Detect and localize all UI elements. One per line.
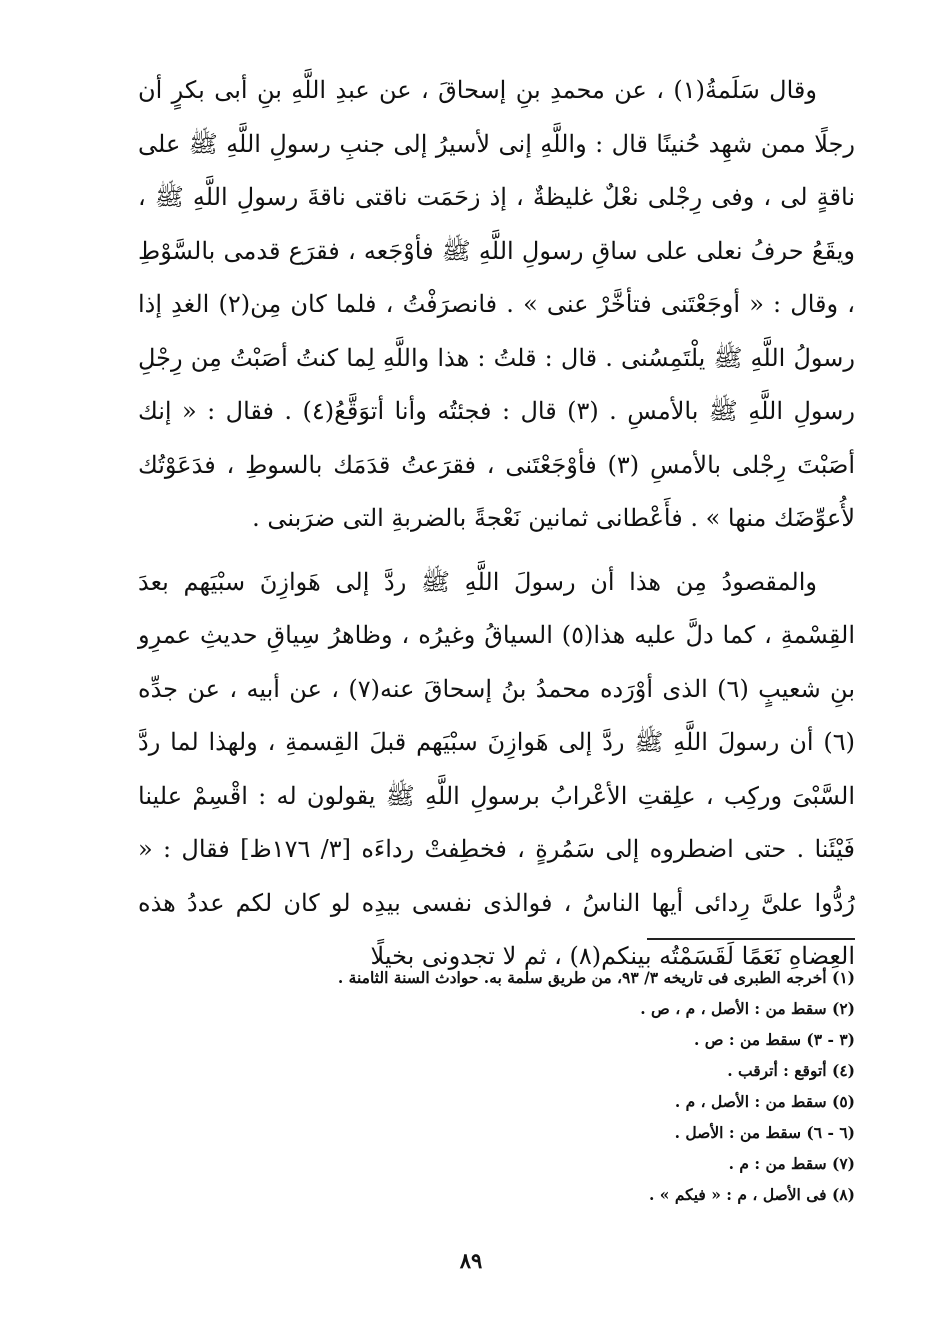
footnote-5: (٥) سقط من : الأصل ، م .	[674, 1092, 855, 1111]
footnote-3: (٣ - ٣) سقط من : ص .	[693, 1030, 855, 1049]
paragraph-1: وقال سَلَمةُ(١) ، عن محمدِ بنِ إسحاقَ ، عن عبدِ اللَّهِ بنِ أبى بكرٍ أن رجلًا ممن شهِد حُنينًا قال : واللَّهِ إنى لأسيرُ إلى جنبِ رسولِ اللَّهِ ﷺ على ناقةٍ لى ، وفى رِجْلى نعْلٌ غليظةٌ ، إذ زحَمَت ناقتى ناقةَ رسولِ اللَّهِ ﷺ ، ويقَعُ حرفُ نعلى على ساقِ رسولِ اللَّهِ ﷺ فأوْجَعه ، فقرَع قدمى بالسَّوْطِ ، وقال : « أوجَعْتَنى فتأخَّرْ عنى » . فانصرَفْتُ ، فلما كان مِن(٢) الغدِ إذا رسولُ اللَّهِ ﷺ يلْتَمِسُنى . قال : قلتُ : هذا واللَّهِ لِما كنتُ أصَبْتُ مِن رِجْلِ رسولِ اللَّهِ ﷺ بالأمسِ . (٣) قال : فجئتُه وأنا أتوَقَّعُ(٤) . فقال : « إنك أصَبْتَ رِجْلى بالأمسِ (٣) فأوْجَعْتَنى ، فقرَعتُ قدَمَك بالسوطِ ، فدَعَوْتُك لأُعوِّضَك منها » . فأَعْطانى ثمانين نَعْجةً بالضربةِ التى ضرَبنى .	[138, 76, 856, 532]
footnote-4: (٤) أتوقع : أترقب .	[727, 1061, 855, 1080]
page-number: ٨٩	[459, 1248, 483, 1273]
paragraph-2: والمقصودُ مِن هذا أن رسولَ اللَّهِ ﷺ ردَّ إلى هَوازِنَ سبْيَهم بعدَ القِسْمةِ ، كما دلَّ عليه هذا(٥) السياقُ وغيرُه ، وظاهرُ سِياقِ حديثِ عمرِو بنِ شعيبٍ (٦) الذى أوْرَده محمدُ بنُ إسحاقَ عنه(٧) ، عن أبيه ، عن جدِّه (٦) أن رسولَ اللَّهِ ﷺ ردَّ إلى هَوازِنَ سبْيَهم قبلَ القِسمةِ ، ولهذا لما ردَّ السَّبْىَ وركِب ، علِقتِ الأعْرابُ برسولِ اللَّهِ ﷺ يقولون له : اقْسِمْ علينا فَيْئَنا . حتى اضطروه إلى سَمُرةٍ ، فخطِفتْ رداءَه [٣/ ١٧٦ظ] فقال : « رُدُّوا علىَّ رِدائى أيها الناسُ ، فوالذى نفسى بيدِه لو كان لكم عددُ هذه العِضاهِ نَعَمًا لَقَسَمْتُه بينكم(٨) ، ثم لا تجدونى بخيلًا	[138, 567, 856, 970]
footnotes	[138, 962, 855, 1210]
footnote-separator	[647, 938, 855, 940]
footnote-1: (١) أخرجه الطبرى فى تاريخه ٣/ ٩٣، من طريق سلمة به. حوادث السنة الثامنة .	[337, 968, 855, 987]
footnote-7: (٧) سقط من : م .	[728, 1154, 855, 1173]
main-text	[138, 64, 855, 984]
footnote-2: (٢) سقط من : الأصل ، م ، ص .	[640, 999, 855, 1018]
footnote-8: (٨) فى الأصل ، م : « فيكم » .	[648, 1185, 855, 1204]
footnote-6: (٦ - ٦) سقط من : الأصل .	[674, 1123, 855, 1142]
